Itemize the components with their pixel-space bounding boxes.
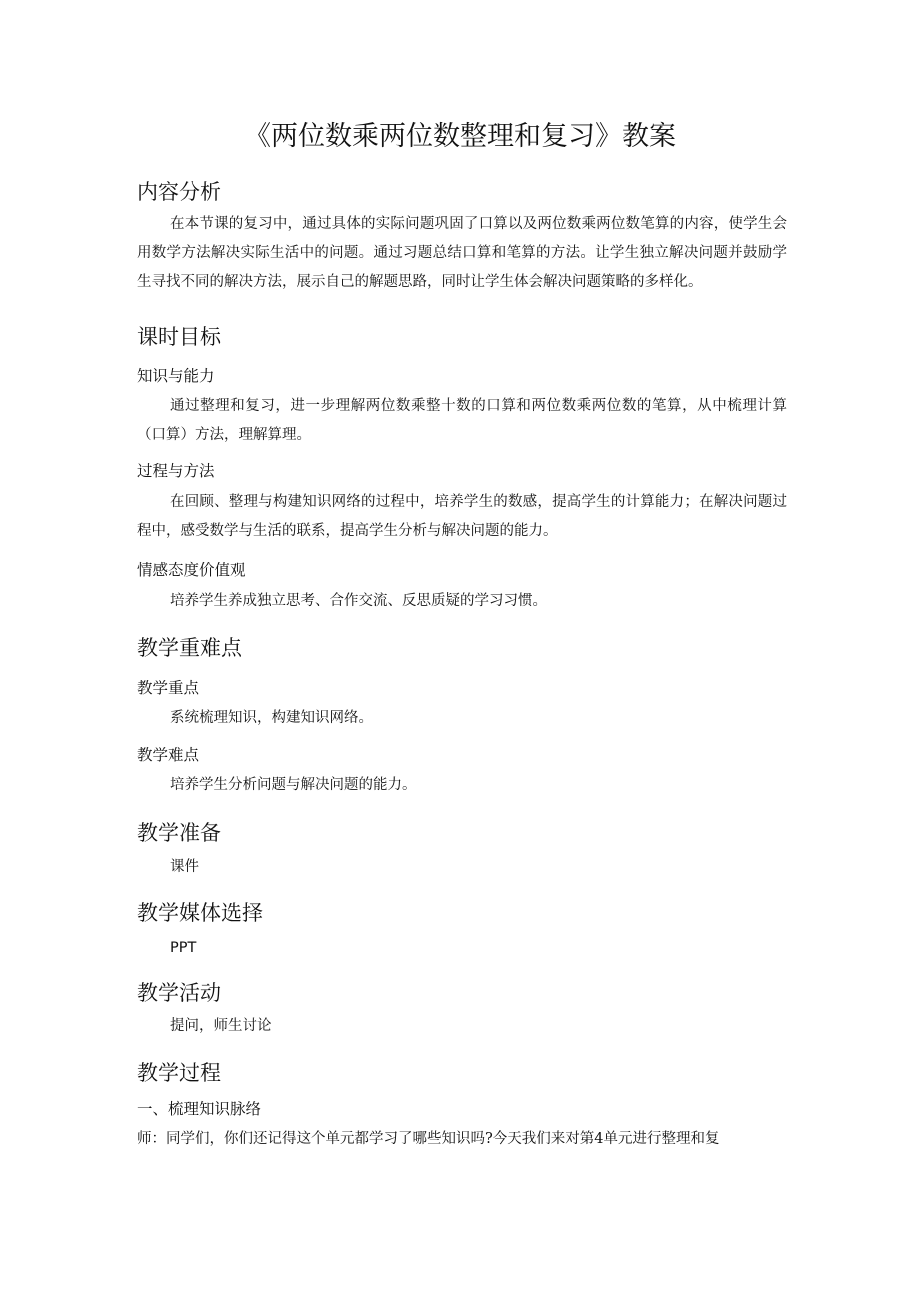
heading-media: 教学媒体选择 (137, 901, 263, 925)
subheading-step1: 一、梳理知识脉络 (137, 1100, 262, 1118)
subheading-process-method: 过程与方法 (137, 462, 215, 480)
heading-key-points: 教学重难点 (137, 636, 242, 660)
heading-activity: 教学活动 (137, 981, 221, 1005)
content-analysis-text: 在本节课的复习中，通过具体的实际问题巩固了口算以及两位数乘两位数笔算的内容，使学生会用数学方法解决实际生活中的问题。通过习题总结口算和笔算的方法。让学生独立解决问题并鼓励学生寻找不同的解决方法，展示自己的解题思路，同时让学生体会解决问题策略的多样化。 (137, 216, 787, 290)
knowledge-text: 通过整理和复习，进一步理解两位数乘整十数的口算和两位数乘两位数的笔算，从中梳理计算（口算）方法，理解算理。 (137, 398, 787, 443)
subheading-knowledge: 知识与能力 (137, 367, 215, 385)
subheading-difficulty: 教学难点 (137, 746, 200, 764)
document-title: 《两位数乘两位数整理和复习》教案 (244, 121, 676, 152)
preparation-text: 课件 (170, 859, 199, 875)
subheading-focus: 教学重点 (137, 679, 200, 697)
activity-text: 提问，师生讨论 (170, 1018, 272, 1034)
emotion-text: 培养学生养成独立思考、合作交流、反思质疑的学习习惯。 (170, 593, 547, 609)
difficulty-text: 培养学生分析问题与解决问题的能力。 (170, 777, 417, 793)
process-method-text: 在回顾、整理与构建知识网络的过程中，培养学生的数感，提高学生的计算能力；在解决问题过程中，感受数学与生活的联系，提高学生分析与解决问题的能力。 (137, 494, 787, 539)
step1-text: 师：同学们，你们还记得这个单元都学习了哪些知识吗?今天我们来对第4单元进行整理和复 (137, 1131, 720, 1147)
subheading-emotion: 情感态度价值观 (137, 561, 246, 579)
heading-preparation: 教学准备 (137, 821, 221, 845)
focus-text: 系统梳理知识，构建知识网络。 (170, 710, 373, 726)
heading-goals: 课时目标 (137, 325, 221, 349)
media-text: PPT (170, 940, 197, 956)
heading-content-analysis: 内容分析 (137, 180, 221, 204)
heading-process: 教学过程 (137, 1061, 221, 1085)
